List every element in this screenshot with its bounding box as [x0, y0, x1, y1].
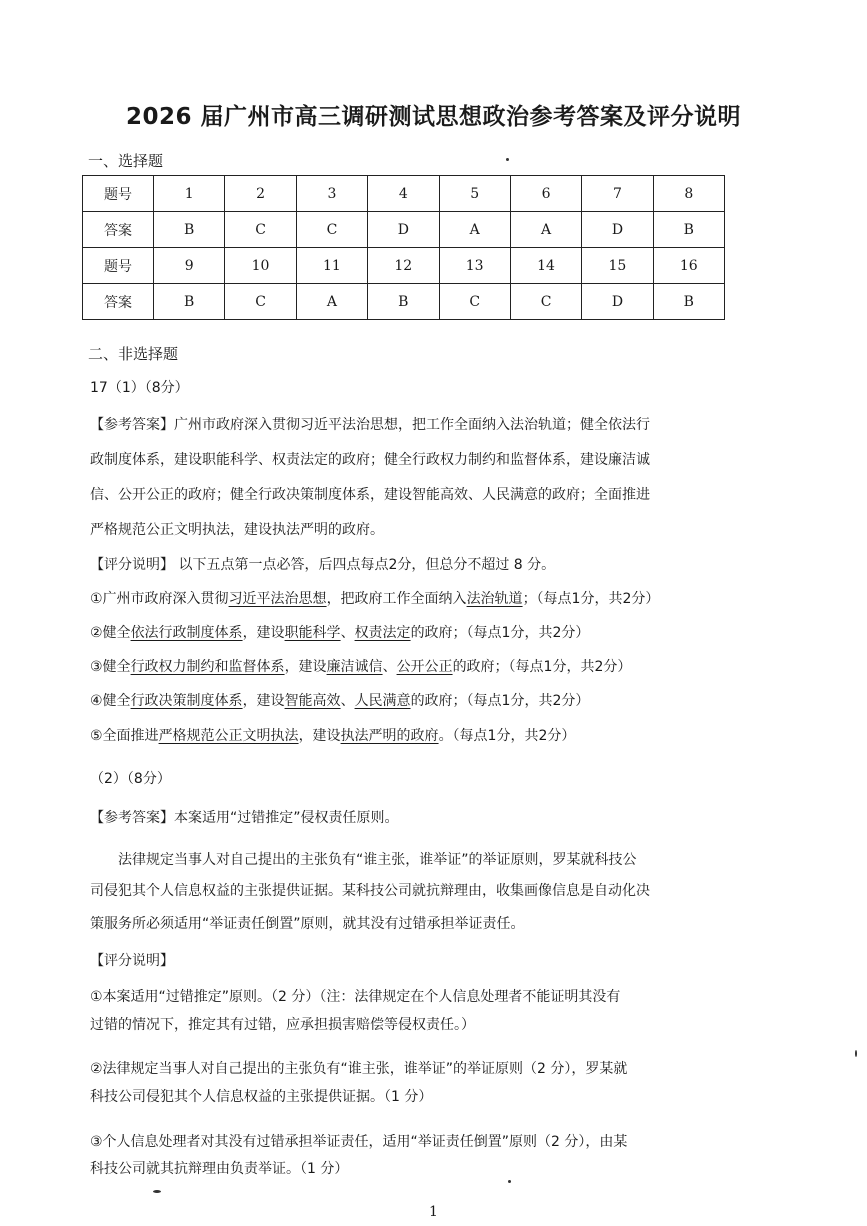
table-cell: B — [368, 284, 439, 320]
table-cell: C — [225, 212, 296, 248]
table-cell: 9 — [154, 248, 225, 284]
point-text: ③健全 — [90, 659, 131, 675]
table-cell: D — [582, 212, 653, 248]
answer-heading: 【参考答案】本案适用“过错推定”侵权责任原则。 — [90, 810, 399, 826]
table-cell: 12 — [368, 248, 439, 284]
table-cell: B — [653, 284, 724, 320]
point-text: ，建设 — [242, 693, 285, 709]
point-text: 、 — [340, 693, 355, 709]
scoring-text-line: 科技公司侵犯其个人信息权益的主张提供证据。（1 分） — [90, 1089, 433, 1105]
table-row — [83, 284, 725, 320]
table-cell: 题号 — [83, 248, 154, 284]
table-cell: 16 — [653, 248, 724, 284]
table-cell: 6 — [510, 176, 581, 212]
scoring-text-line: ①本案适用“过错推定”原则。（2 分）（注：法律规定在个人信息处理者不能证明其没有 — [90, 989, 621, 1005]
scoring-point-4 — [90, 690, 589, 710]
point-text: 的政府；（每点1分，共2分） — [410, 693, 590, 709]
section-non-choice-heading: 二、非选择题 — [88, 345, 179, 363]
table-cell: B — [653, 212, 724, 248]
scoring-point-3 — [90, 656, 631, 676]
table-cell: 8 — [653, 176, 724, 212]
table-cell: 5 — [439, 176, 510, 212]
answer-text-line: 政制度体系，建设职能科学、权责法定的政府；健全行政权力制约和监督体系，建设廉洁诚 — [90, 452, 650, 468]
question-17-2-heading: （2）（8分） — [90, 771, 171, 787]
table-cell: B — [154, 284, 225, 320]
scoring-text-line: 科技公司就其抗辩理由负责举证。（1 分） — [90, 1161, 349, 1177]
scan-speck — [153, 1190, 161, 1193]
table-cell: 答案 — [83, 212, 154, 248]
table-cell: D — [582, 284, 653, 320]
key-phrase: 执法严明的政府 — [340, 728, 439, 744]
table-cell: A — [439, 212, 510, 248]
table-cell: C — [296, 212, 367, 248]
key-phrase: 权责法定 — [354, 625, 411, 641]
table-cell: 3 — [296, 176, 367, 212]
key-phrase: 行政决策制度体系 — [130, 693, 243, 709]
scoring-text-line: 过错的情况下，推定其有过错，应承担损害赔偿等侵权责任。） — [90, 1017, 475, 1033]
point-text: ⑤全面推进 — [90, 728, 159, 744]
point-text: ，建设 — [298, 728, 341, 744]
point-text: ，建设 — [242, 625, 285, 641]
point-text: 的政府；（每点1分，共2分） — [452, 659, 632, 675]
answer-text-line: 法律规定当事人对自己提出的主张负有“谁主张，谁举证”的举证原则，罗某就科技公 — [118, 852, 637, 868]
table-cell: 11 — [296, 248, 367, 284]
table-cell: 15 — [582, 248, 653, 284]
table-row — [83, 248, 725, 284]
point-text: ①广州市政府深入贯彻 — [90, 591, 229, 607]
page-number: 1 — [429, 1204, 438, 1220]
table-cell: 14 — [510, 248, 581, 284]
table-cell: 2 — [225, 176, 296, 212]
key-phrase: 智能高效 — [284, 693, 341, 709]
table-cell: 13 — [439, 248, 510, 284]
table-cell: 4 — [368, 176, 439, 212]
answer-text-line: 严格规范公正文明执法，建设执法严明的政府。 — [90, 522, 384, 538]
answer-text-line: 【参考答案】广州市政府深入贯彻习近平法治思想，把工作全面纳入法治轨道；健全依法行 — [90, 417, 650, 433]
table-row — [83, 212, 725, 248]
key-phrase: 职能科学 — [284, 625, 341, 641]
table-cell: A — [510, 212, 581, 248]
point-text: 、 — [340, 625, 355, 641]
table-cell: B — [154, 212, 225, 248]
point-text: ，建设 — [284, 659, 327, 675]
scoring-point-1 — [90, 588, 659, 608]
key-phrase: 廉洁诚信 — [326, 659, 383, 675]
key-phrase: 公开公正 — [396, 659, 453, 675]
table-cell: D — [368, 212, 439, 248]
table-cell: 题号 — [83, 176, 154, 212]
key-phrase: 严格规范公正文明执法 — [158, 728, 299, 744]
key-phrase: 依法行政制度体系 — [130, 625, 243, 641]
table-cell: A — [296, 284, 367, 320]
section-multiple-choice-heading: 一、选择题 — [88, 152, 164, 170]
table-cell: 10 — [225, 248, 296, 284]
page-title: 2026 届广州市高三调研测试思想政治参考答案及评分说明 — [125, 104, 742, 130]
point-text: ②健全 — [90, 625, 131, 641]
scoring-point-2 — [90, 622, 589, 642]
answer-table — [82, 175, 725, 320]
scoring-text-line: ②法律规定当事人对自己提出的主张负有“谁主张，谁举证”的举证原则（2 分），罗某就 — [90, 1061, 628, 1077]
table-cell: 1 — [154, 176, 225, 212]
table-row — [83, 176, 725, 212]
point-text: 。（每点1分，共2分） — [438, 728, 576, 744]
table-cell: C — [225, 284, 296, 320]
table-cell: C — [439, 284, 510, 320]
scan-speck — [855, 1050, 857, 1057]
scoring-text-line: ③个人信息处理者对其没有过错承担举证责任，适用“举证责任倒置”原则（2 分），由某 — [90, 1134, 628, 1150]
point-text: ；（每点1分，共2分） — [522, 591, 660, 607]
answer-text-line: 策服务所必须适用“举证责任倒置”原则，就其没有过错承担举证责任。 — [90, 916, 525, 932]
table-cell: 7 — [582, 176, 653, 212]
answer-text-line: 信、公开公正的政府；健全行政决策制度体系，建设智能高效、人民满意的政府；全面推进 — [90, 487, 650, 503]
key-phrase: 法治轨道 — [466, 591, 523, 607]
key-phrase: 行政权力制约和监督体系 — [130, 659, 285, 675]
key-phrase: 习近平法治思想 — [228, 591, 327, 607]
key-phrase: 人民满意 — [354, 693, 411, 709]
answer-text-line: 司侵犯其个人信息权益的主张提供证据。某科技公司就抗辩理由，收集画像信息是自动化决 — [90, 883, 650, 899]
point-text: ，把政府工作全面纳入 — [326, 591, 467, 607]
scoring-heading: 【评分说明】 — [90, 953, 174, 969]
table-cell: C — [510, 284, 581, 320]
question-17-1-heading: 17（1）（8分） — [90, 380, 189, 396]
scan-speck — [506, 158, 509, 161]
point-text: 的政府；（每点1分，共2分） — [410, 625, 590, 641]
scoring-point-5 — [90, 725, 575, 745]
scoring-intro: 【评分说明】 以下五点第一点必答，后四点每点2分，但总分不超过 8 分。 — [90, 557, 556, 573]
table-cell: 答案 — [83, 284, 154, 320]
point-text: ④健全 — [90, 693, 131, 709]
scan-speck — [508, 1180, 511, 1183]
point-text: 、 — [382, 659, 397, 675]
